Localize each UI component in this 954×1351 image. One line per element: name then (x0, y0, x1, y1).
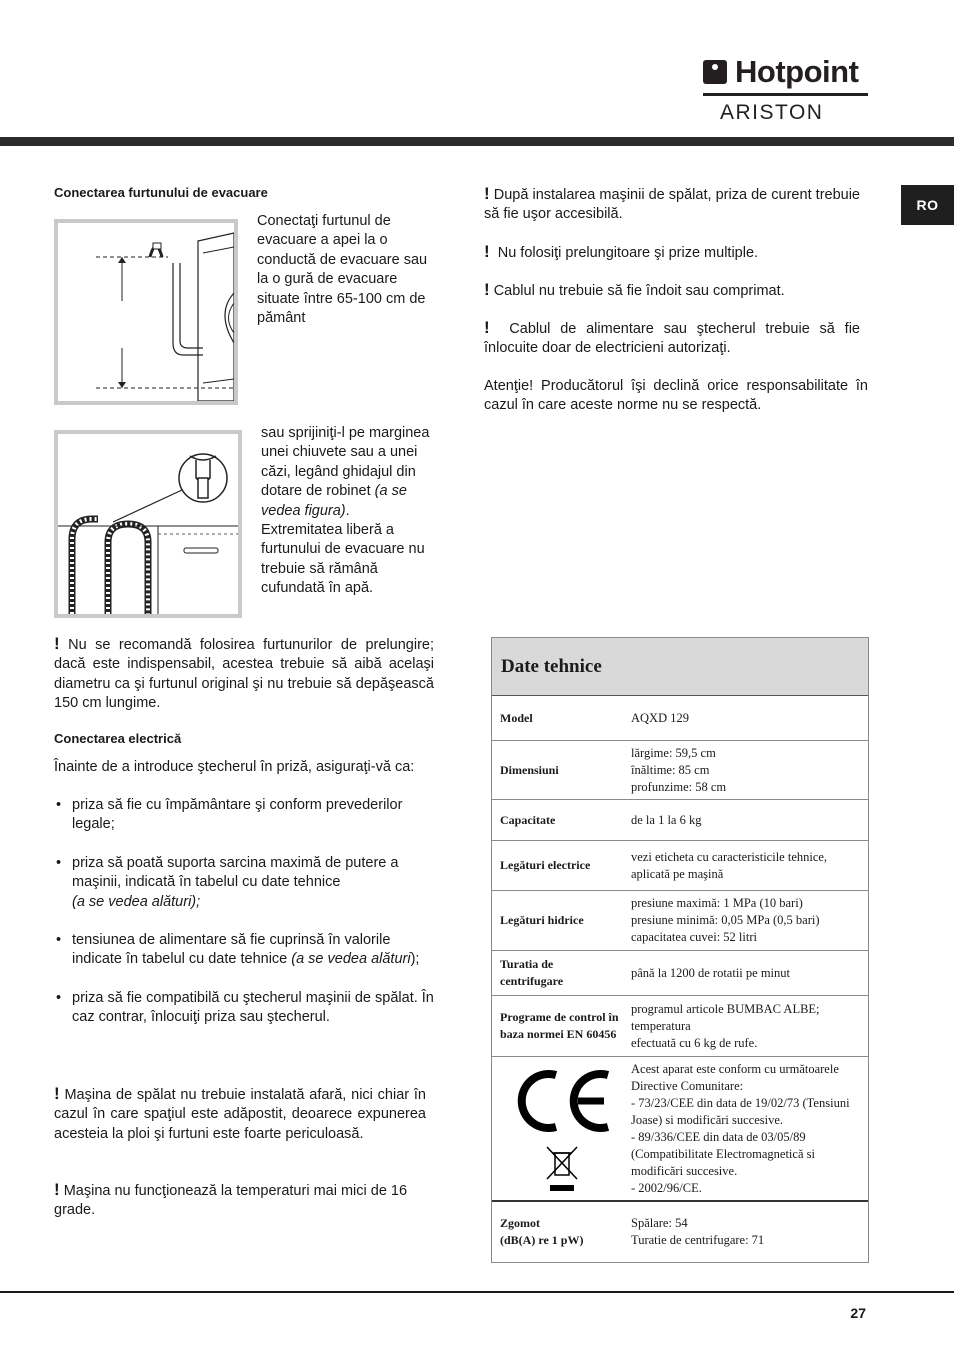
brand-sub: ARISTON (720, 101, 824, 124)
sink-hose-illustration (58, 434, 238, 614)
table-row: Capacitate de la 1 la 6 kg (492, 800, 868, 841)
warning-cable: ! Cablul nu trebuie să fie îndoit sau comprimat. (484, 280, 785, 299)
language-tab: RO (901, 185, 954, 225)
ce-mark-icon (512, 1065, 612, 1137)
page-number: 27 (850, 1305, 866, 1321)
electric-intro: Înainte de a introduce ştecherul în priză, asiguraţi-vă ca: (54, 759, 415, 775)
drain-heading: Conectarea furtunului de evacuare (54, 185, 268, 200)
footer-rule (0, 1291, 954, 1293)
electric-checklist (54, 796, 434, 1047)
drain-text-2: sau sprijiniţi-l pe marginea unei chiuvete sau a unei căzi, legând ghidajul din dotare de robinet (a se vedea figura). Extremitatea liberă a furtunului de evacuare nu trebuie să rămână cufundată în apă. (261, 425, 430, 597)
attention-note: Atenţie! Producătorul îşi declină orice responsabilitate în cazul în care aceste norme nu se respectă. (484, 378, 868, 414)
brand-logo (703, 55, 868, 127)
header-bar (0, 137, 954, 146)
drain-pipe-illustration (58, 223, 234, 401)
warning-temperature: ! Maşina nu funcţionează la temperaturi mai mici de 16 grade. (54, 1180, 408, 1219)
drain-text-3: Extremitatea liberă a furtunului de evacuare nu trebuie să rămână cufundată în apă. (261, 522, 425, 597)
logo-mark-icon (703, 60, 727, 84)
list-item: • priza să fie cu împământare şi conform prevederilor legale; (54, 796, 434, 835)
logo-divider (703, 93, 868, 96)
technical-data-table (491, 637, 869, 1263)
weee-bin-icon (545, 1145, 579, 1193)
warning-accessible-socket: ! După instalarea maşinii de spălat, priza de curent trebuie să fie uşor accesibilă. (484, 184, 860, 223)
electric-heading: Conectarea electrică (54, 731, 182, 746)
drain-figure-1 (54, 219, 238, 405)
table-title: Date tehnice (492, 638, 868, 696)
list-item: • tensiunea de alimentare să fie cuprinsă în valorile indicate în tabelul cu date tehnice (a se vedea alături); (54, 931, 434, 970)
warning-extensions: ! Nu folosiţi prelungitoare şi prize multiple. (484, 242, 759, 261)
list-item: • priza să fie compatibilă cu ştecherul maşinii de spălat. În caz contrar, înlocuiţi priza sau ştecherul. (54, 989, 434, 1028)
brand-name: Hotpoint (735, 54, 859, 89)
table-row: Acest aparat este conform cu următoarele Directive Comunitare: - 73/23/CEE din data de 19/02/73 (Tensiuni Joase) si modificări succesive. - 89/336/CEE din data de 03/05/89 (Compatibilitate Electromagnetică si modificări succesive. - 2002/96/CE. (492, 1057, 868, 1202)
ce-marks (492, 1057, 631, 1200)
warning-outdoor: ! Maşina de spălat nu trebuie instalată afară, nici chiar în cazul în care spaţiul este adăpostit, deoarece expunerea acesteia la ploi şi furtuni este foarte periculoasă. (54, 1084, 426, 1142)
table-row: Legături hidrice presiune maximă: 1 MPa (10 bari) presiune minimă: 0,05 MPa (0,5 bari) capacitatea cuvei: 52 litri (492, 891, 868, 951)
table-row: Zgomot (dB(A) re 1 pW) Spălare: 54 Turatie de centrifugare: 71 (500, 1216, 765, 1247)
table-row: Programe de control în baza normei EN 60456 programul articole BUMBAC ALBE; temperatura efectuată cu 6 kg de rufe. (492, 996, 868, 1057)
drain-text-1: Conectaţi furtunul de evacuare a apei la o conductă de evacuare sau la o gură de evacuare situate între 65-100 cm de pământ (257, 213, 428, 327)
table-row: Legături electrice vezi eticheta cu caracteristicile tehnice, aplicată pe maşină (492, 841, 868, 891)
drain-figure-2 (54, 430, 242, 618)
list-item: • priza să poată suporta sarcina maximă de putere a maşinii, indicată în tabelul cu date tehnice (a se vedea alături); (54, 854, 434, 912)
table-row: Turatia de centrifugare până la 1200 de rotatii pe minut (492, 951, 868, 996)
warning-electrician: ! Cablul de alimentare sau ştecherul trebuie să fie înlocuite doar de electricieni autorizaţi. (484, 318, 860, 357)
warning-icon: ! (54, 634, 60, 653)
table-row: Dimensiuni lărgime: 59,5 cm înăltime: 85 cm profunzime: 58 cm (492, 741, 868, 800)
table-row: Model AQXD 129 (492, 696, 868, 741)
warning-extension: ! Nu se recomandă folosirea furtunurilor de prelungire; dacă este indispensabil, acestea trebuie să aibă acelaşi diametru ca şi furtunul original şi nu trebuie să depăşească 150 cm lungime. (54, 634, 434, 712)
